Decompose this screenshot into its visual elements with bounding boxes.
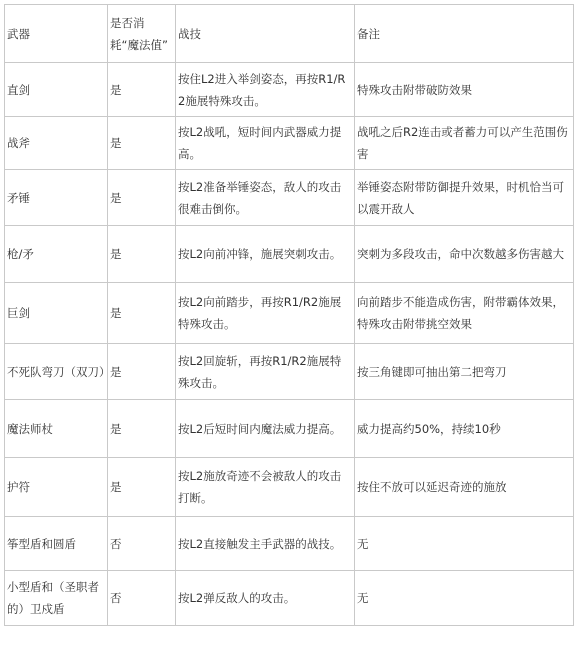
table-row: [5, 571, 574, 626]
table-row: [5, 400, 574, 458]
cell-note: 特殊攻击附带破防效果: [355, 63, 574, 117]
cell-note: 向前踏步不能造成伤害，附带霸体效果，特殊攻击附带挑空效果: [355, 283, 574, 344]
header-skill: 战技: [176, 5, 355, 63]
cell-note: 无: [355, 517, 574, 571]
cell-skill: 按L2弹反敌人的攻击。: [176, 571, 355, 626]
cell-mp-cost: 是: [108, 170, 176, 226]
cell-mp-cost: 是: [108, 400, 176, 458]
cell-weapon: 直剑: [5, 63, 108, 117]
table-row: [5, 517, 574, 571]
cell-note: 无: [355, 571, 574, 626]
cell-note: 举锤姿态附带防御提升效果，时机恰当可以震开敌人: [355, 170, 574, 226]
cell-mp-cost: 是: [108, 344, 176, 400]
header-note: 备注: [355, 5, 574, 63]
cell-mp-cost: 是: [108, 117, 176, 170]
header-weapon: 武器: [5, 5, 108, 63]
table-row: [5, 344, 574, 400]
cell-note: 突刺为多段攻击，命中次数越多伤害越大: [355, 226, 574, 283]
cell-mp-cost: 是: [108, 283, 176, 344]
cell-note: 战吼之后R2连击或者蓄力可以产生范围伤害: [355, 117, 574, 170]
cell-mp-cost: 是: [108, 226, 176, 283]
cell-skill: 按L2直接触发主手武器的战技。: [176, 517, 355, 571]
header-mp-cost: 是否消耗“魔法值”: [108, 5, 176, 63]
table-row: [5, 63, 574, 117]
cell-note: 按住不放可以延迟奇迹的施放: [355, 458, 574, 517]
cell-skill: 按L2准备举锤姿态，敌人的攻击很难击倒你。: [176, 170, 355, 226]
table-row: [5, 458, 574, 517]
table-header-row: [5, 5, 574, 63]
weapons-table: [4, 4, 574, 626]
cell-weapon: 小型盾和（圣职者的）卫戍盾: [5, 571, 108, 626]
cell-weapon: 矛锤: [5, 170, 108, 226]
cell-skill: 按L2向前冲锋，施展突刺攻击。: [176, 226, 355, 283]
cell-weapon: 不死队弯刀（双刀）: [5, 344, 108, 400]
cell-skill: 按L2施放奇迹不会被敌人的攻击打断。: [176, 458, 355, 517]
table-row: [5, 226, 574, 283]
cell-note: 按三角键即可抽出第二把弯刀: [355, 344, 574, 400]
cell-weapon: 战斧: [5, 117, 108, 170]
cell-note: 威力提高约50%，持续10秒: [355, 400, 574, 458]
cell-mp-cost: 否: [108, 571, 176, 626]
cell-weapon: 魔法师杖: [5, 400, 108, 458]
table-row: [5, 170, 574, 226]
cell-skill: 按住L2进入举剑姿态，再按R1/R2施展特殊攻击。: [176, 63, 355, 117]
cell-skill: 按L2战吼，短时间内武器威力提高。: [176, 117, 355, 170]
cell-weapon: 筝型盾和圆盾: [5, 517, 108, 571]
cell-weapon: 护符: [5, 458, 108, 517]
cell-skill: 按L2回旋斩，再按R1/R2施展特殊攻击。: [176, 344, 355, 400]
cell-weapon: 枪/矛: [5, 226, 108, 283]
cell-mp-cost: 是: [108, 63, 176, 117]
cell-mp-cost: 是: [108, 458, 176, 517]
cell-mp-cost: 否: [108, 517, 176, 571]
cell-weapon: 巨剑: [5, 283, 108, 344]
cell-skill: 按L2后短时间内魔法威力提高。: [176, 400, 355, 458]
table-row: [5, 283, 574, 344]
table-row: [5, 117, 574, 170]
cell-skill: 按L2向前踏步，再按R1/R2施展特殊攻击。: [176, 283, 355, 344]
